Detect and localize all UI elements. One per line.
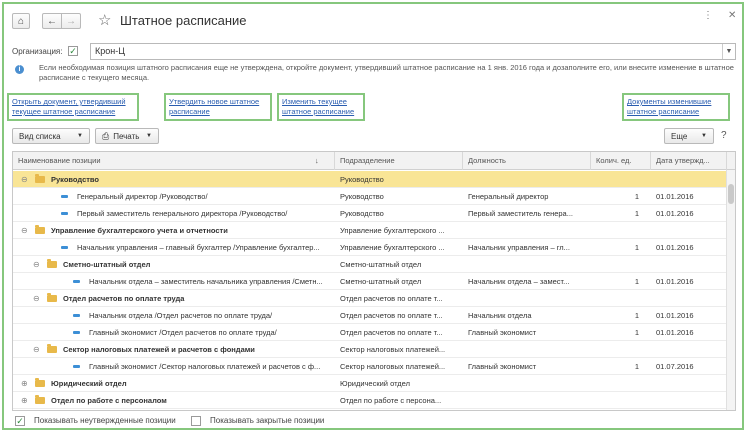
row-name: Первый заместитель генерального директора /Руководство/ — [77, 209, 288, 218]
row-name: Юридический отдел — [51, 379, 127, 388]
help-button[interactable]: ? — [721, 130, 727, 141]
table-row[interactable] — [13, 273, 727, 290]
table-group-row[interactable] — [13, 222, 727, 239]
row-position — [468, 341, 590, 358]
open-approving-doc-link[interactable] — [7, 93, 139, 121]
row-position: Начальник отдела – замест... — [468, 277, 570, 286]
main-window — [2, 2, 744, 430]
row-name: Отдел по работе с персоналом — [51, 396, 167, 405]
row-date — [656, 290, 726, 307]
expand-icon[interactable]: ⊕ — [21, 379, 28, 388]
position-icon — [61, 246, 68, 249]
row-date — [656, 256, 726, 273]
row-dept: Руководство — [340, 175, 384, 184]
title-bar — [4, 4, 742, 36]
link-line-2: расписание — [169, 107, 210, 116]
org-checkbox[interactable] — [68, 46, 78, 56]
row-qty — [593, 171, 639, 188]
row-qty — [593, 222, 639, 239]
row-position: Генеральный директор — [468, 192, 549, 201]
row-date: 01.01.2016 — [656, 192, 694, 201]
table-group-row[interactable] — [13, 171, 727, 188]
row-position: Главный экономист — [468, 362, 537, 371]
row-name: Начальник отдела – заместитель начальника управления /Сметн... — [89, 277, 323, 286]
column-header-label: Наименование позиции — [18, 156, 101, 165]
table-header — [13, 152, 736, 170]
table-row[interactable] — [13, 188, 727, 205]
row-date: 01.01.2016 — [656, 311, 694, 320]
row-dept: Руководство — [340, 192, 384, 201]
row-date — [656, 392, 726, 409]
row-name: Руководство — [51, 175, 100, 184]
sort-arrow-icon: ↓ — [315, 156, 319, 165]
row-position — [468, 290, 590, 307]
row-position: Главный экономист — [468, 328, 537, 337]
row-date: 01.01.2016 — [656, 209, 694, 218]
row-date: 01.01.2016 — [656, 243, 694, 252]
row-dept: Управление бухгалтерского ... — [340, 243, 445, 252]
folder-icon — [35, 176, 45, 183]
scroll-thumb[interactable] — [728, 184, 734, 204]
org-dropdown-button[interactable] — [722, 44, 735, 59]
org-field[interactable] — [90, 43, 736, 60]
row-dept: Отдел расчетов по оплате т... — [340, 294, 443, 303]
link-line-1: Изменить текущее — [282, 97, 347, 106]
approve-new-schedule-link[interactable] — [164, 93, 272, 121]
row-qty: 1 — [634, 192, 639, 201]
org-label: Организация: — [12, 47, 63, 56]
folder-icon — [35, 397, 45, 404]
row-date: 01.01.2016 — [656, 328, 694, 337]
row-position — [468, 375, 590, 392]
changing-documents-link[interactable] — [622, 93, 730, 121]
table-group-row[interactable] — [13, 341, 727, 358]
arrow-right-icon: → — [66, 15, 76, 27]
row-dept: Отдел расчетов по оплате т... — [340, 311, 443, 320]
info-message: Если необходимая позиция штатного расписания еще не утверждена, откройте документ, утвердивший штатное расписание на 1 янв. 2016 года и дозаполните его, или внесите изменение в штатное расписание с текущего месяца. — [39, 63, 734, 82]
checkmark-icon: ✓ — [16, 416, 24, 426]
column-header-name[interactable] — [13, 152, 335, 170]
staff-schedule-table — [12, 151, 736, 411]
page-title: Штатное расписание — [120, 13, 247, 28]
home-icon: ⌂ — [17, 15, 25, 27]
table-group-row[interactable] — [13, 392, 727, 409]
collapse-icon[interactable]: ⊖ — [21, 226, 28, 235]
row-position — [468, 171, 590, 188]
change-current-schedule-link[interactable] — [277, 93, 365, 121]
row-qty: 1 — [634, 209, 639, 218]
collapse-icon[interactable]: ⊖ — [33, 294, 40, 303]
collapse-icon[interactable]: ⊖ — [33, 260, 40, 269]
row-dept: Руководство — [340, 209, 384, 218]
row-dept: Сектор налоговых платежей... — [340, 362, 446, 371]
row-qty — [593, 375, 639, 392]
folder-icon — [47, 346, 57, 353]
row-name: Отдел расчетов по оплате труда — [63, 294, 185, 303]
chevron-down-icon: ▼ — [701, 133, 707, 139]
row-name: Сметно-штатный отдел — [63, 260, 151, 269]
view-list-button[interactable] — [12, 128, 90, 144]
view-list-label: Вид списка — [19, 131, 61, 141]
row-position — [468, 256, 590, 273]
position-icon — [73, 280, 80, 283]
row-position: Начальник отдела — [468, 311, 532, 320]
close-icon[interactable]: ✕ — [728, 10, 737, 21]
folder-icon — [47, 295, 57, 302]
row-qty: 1 — [634, 328, 639, 337]
show-unapproved-checkbox[interactable] — [15, 416, 25, 426]
row-dept: Отдел по работе с персона... — [340, 396, 442, 405]
print-label: Печать — [113, 131, 140, 141]
collapse-icon[interactable]: ⊖ — [21, 175, 28, 184]
printer-icon: ⎙ — [102, 130, 110, 141]
row-qty: 1 — [634, 243, 639, 252]
row-qty — [593, 256, 639, 273]
more-label: Еще — [671, 131, 688, 141]
arrow-left-icon: ← — [47, 15, 57, 27]
position-icon — [73, 365, 80, 368]
link-line-2: штатное расписание — [282, 107, 355, 116]
row-name: Начальник управления – главный бухгалтер /Управление бухгалтер... — [77, 243, 320, 252]
link-line-1: Открыть документ, утвердивший — [12, 97, 126, 106]
position-icon — [61, 212, 68, 215]
table-group-row[interactable] — [13, 375, 727, 392]
folder-icon — [35, 380, 45, 387]
table-row[interactable] — [13, 205, 727, 222]
table-group-row[interactable] — [13, 290, 727, 307]
column-header-position[interactable]: Должность — [463, 152, 591, 170]
link-line-2: текущее штатное расписание — [12, 107, 116, 116]
row-name: Главный экономист /Сектор налоговых платежей и расчетов с ф... — [89, 362, 321, 371]
folder-icon — [47, 261, 57, 268]
link-line-1: Утвердить новое штатное — [169, 97, 260, 106]
table-row[interactable] — [13, 307, 727, 324]
row-position: Первый заместитель генера... — [468, 209, 573, 218]
column-header-date[interactable]: Дата утвержд... — [651, 152, 727, 170]
collapse-icon[interactable]: ⊖ — [33, 345, 40, 354]
row-qty — [593, 341, 639, 358]
row-name: Главный экономист /Отдел расчетов по оплате труда/ — [89, 328, 277, 337]
vertical-scrollbar[interactable] — [726, 170, 735, 411]
row-name: Сектор налоговых платежей и расчетов с фондами — [63, 345, 255, 354]
back-button[interactable] — [42, 13, 62, 29]
row-date — [656, 171, 726, 188]
row-name: Начальник отдела /Отдел расчетов по оплате труда/ — [89, 311, 273, 320]
row-qty — [593, 392, 639, 409]
forward-button[interactable] — [61, 13, 81, 29]
chevron-down-icon: ▼ — [77, 133, 83, 139]
print-button[interactable] — [95, 128, 159, 144]
expand-icon[interactable]: ⊕ — [21, 396, 28, 405]
position-icon — [61, 195, 68, 198]
row-position — [468, 392, 590, 409]
column-header-dept[interactable]: Подразделение — [335, 152, 463, 170]
position-icon — [73, 331, 80, 334]
row-name: Управление бухгалтерского учета и отчетности — [51, 226, 228, 235]
home-button[interactable] — [12, 13, 30, 29]
link-line-1: Документы изменившие — [627, 97, 712, 106]
row-date — [656, 341, 726, 358]
table-row[interactable] — [13, 358, 727, 375]
column-header-qty[interactable]: Колич. ед. — [591, 152, 651, 170]
show-unapproved-label: Показывать неутвержденные позиции — [34, 416, 176, 425]
info-icon: i — [15, 65, 24, 74]
row-dept: Сметно-штатный отдел — [340, 277, 422, 286]
row-dept: Юридический отдел — [340, 379, 410, 388]
chevron-down-icon: ▼ — [146, 133, 152, 139]
table-group-row[interactable] — [13, 256, 727, 273]
row-position: Начальник управления – гл... — [468, 243, 570, 252]
row-qty: 1 — [634, 277, 639, 286]
org-value: Крон-Ц — [95, 46, 125, 56]
folder-icon — [35, 227, 45, 234]
row-qty: 1 — [634, 311, 639, 320]
chevron-down-icon: ▼ — [725, 48, 733, 55]
row-dept: Сектор налоговых платежей... — [340, 345, 446, 354]
row-dept: Сметно-штатный отдел — [340, 260, 422, 269]
more-menu-icon[interactable]: ⋮ — [703, 10, 713, 21]
table-row[interactable] — [13, 239, 727, 256]
show-closed-label: Показывать закрытые позиции — [210, 416, 325, 425]
row-date — [656, 375, 726, 392]
row-date: 01.07.2016 — [656, 362, 694, 371]
row-date — [656, 222, 726, 239]
position-icon — [73, 314, 80, 317]
more-button[interactable] — [664, 128, 714, 144]
checkmark-icon: ✓ — [69, 46, 77, 56]
show-closed-checkbox[interactable] — [191, 416, 201, 426]
row-qty: 1 — [634, 362, 639, 371]
link-line-2: штатное расписание — [627, 107, 700, 116]
row-position — [468, 222, 590, 239]
row-dept: Отдел расчетов по оплате т... — [340, 328, 443, 337]
row-name: Генеральный директор /Руководство/ — [77, 192, 208, 201]
row-date: 01.01.2016 — [656, 277, 694, 286]
row-dept: Управление бухгалтерского ... — [340, 226, 445, 235]
table-row[interactable] — [13, 324, 727, 341]
favorite-star-icon[interactable]: ☆ — [98, 12, 112, 29]
row-qty — [593, 290, 639, 307]
